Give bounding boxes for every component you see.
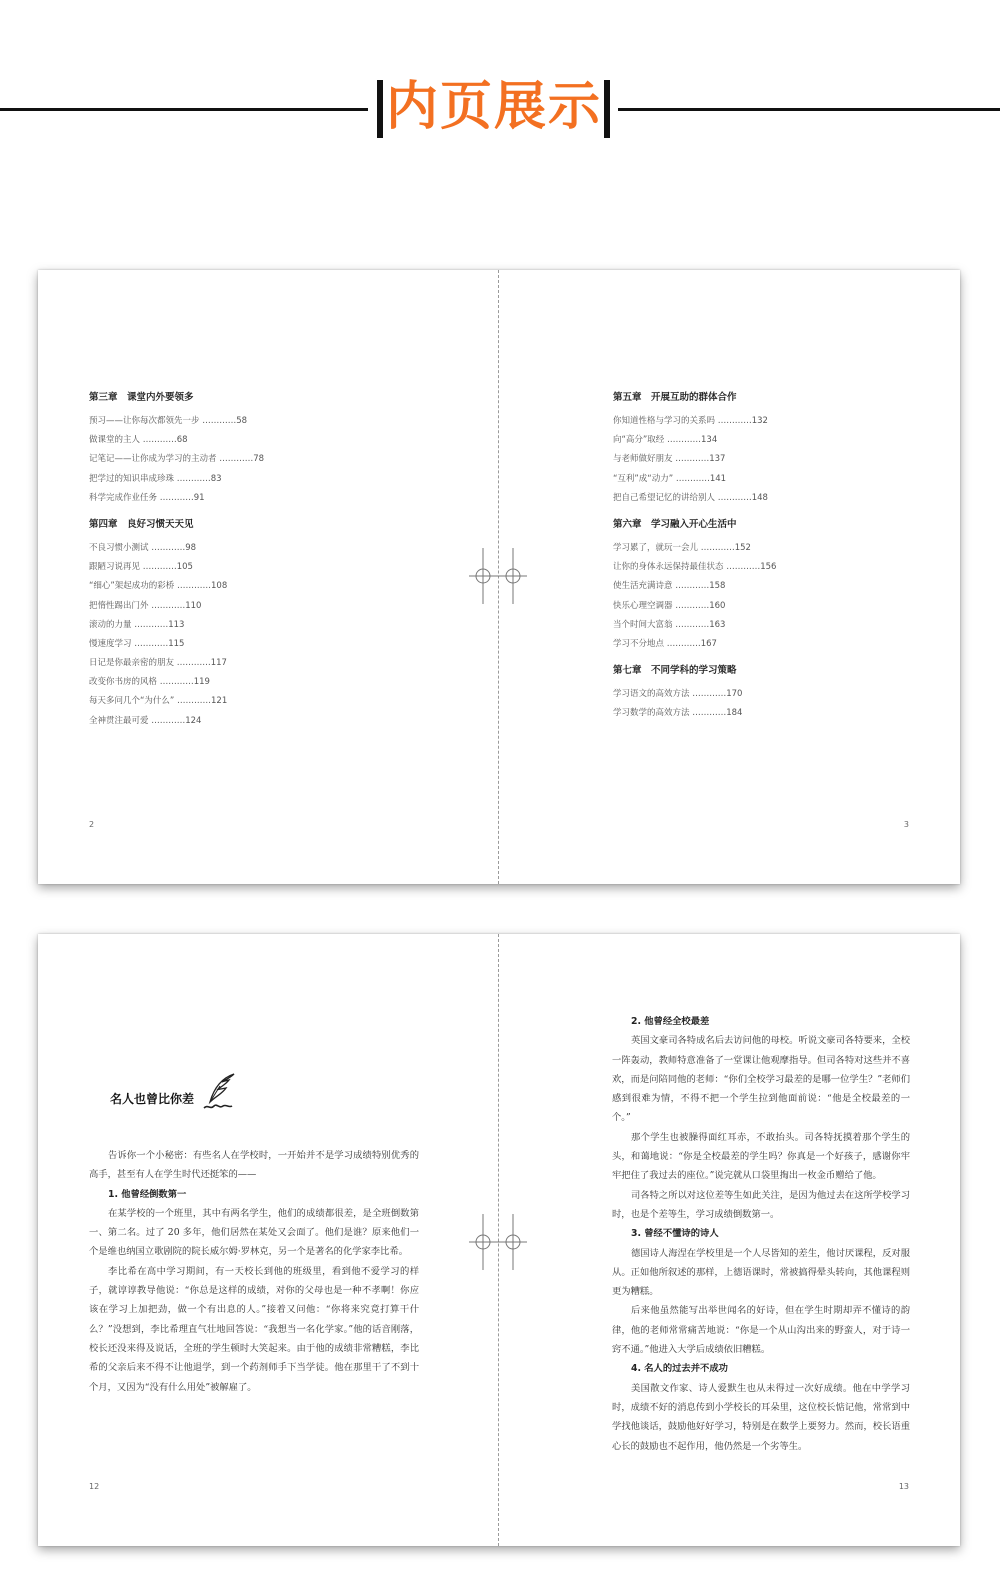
paragraph: 后来他虽然能写出举世闻名的好诗，但在学生时期却弄不懂诗的韵律，他的老师常常痛苦地说：“你是一个从山沟出来的野蛮人，对于诗一窍不通。”他进入大学后成绩依旧糟糕。 [612,1305,910,1356]
header-rule-right [618,108,1000,111]
table-of-contents [89,388,429,735]
toc-entry: 把学过的知识串成珍珠 …………83 [89,473,222,484]
chapter-heading: 第四章 良好习惯天天见 [89,518,194,530]
toc-entry: 日记是你最亲密的朋友 …………117 [89,658,227,669]
page-3 [499,270,960,884]
paragraph: 在某学校的一个班里，其中有两名学生，他们的成绩都很差，是全班倒数第一、第二名。过了 20 多年，他们居然在某处又会面了。他们是谁？原来他们一个是维也纳国立歌剧院的院长威尔姆·罗林克，另一个是著名的化学家李比希。 [89,1207,419,1258]
header-rule-left [0,108,368,111]
toc-entry: 做课堂的主人 …………68 [89,435,188,446]
page-number: 3 [903,820,909,829]
toc-entry: 不良习惯小测试 …………98 [89,542,197,553]
toc-entry: 改变你书房的风格 …………119 [89,677,210,688]
header-bar-right [604,80,610,138]
page-number: 2 [89,820,95,829]
spread-toc [38,270,960,884]
subheading: 1. 他曾经倒数第一 [108,1188,187,1200]
paragraph: 李比希在高中学习期间，有一天校长到他的班级里，看到他不爱学习的样子，就谆谆教导他说：“你总是这样的成绩，对你的父母也是一种不孝啊！你应该在学习上加把劲，做一个有出息的人。”接着又问他：“你将来究竟打算干什么？”没想到，李比希理直气壮地回答说：“我想当一名化学家。”他的话音刚落，校长还没来得及说话，全班的学生顿时大笑起来。由于他的成绩非常糟糕，李比希的父亲后来不得不让他退学，到一个药剂师手下当学徒。他在那里干了不到十个月，又因为“没有什么用处”被解雇了。 [89,1265,419,1393]
page-13 [499,934,960,1546]
paragraph: 告诉你一个小秘密：有些名人在学校时，一开始并不是学习成绩特别优秀的高手，甚至有人在学生时代还挺笨的—— [89,1150,419,1181]
page-12 [38,934,498,1546]
page-number: 12 [89,1482,100,1491]
chapter-heading: 第六章 学习融入开心生活中 [613,518,737,530]
toc-entry: 学习语文的高效方法 …………170 [613,689,743,700]
body-text [612,1012,910,1456]
subheading: 3. 曾经不懂诗的诗人 [631,1228,719,1240]
toc-list [613,412,953,508]
toc-entry: 学习数学的高效方法 …………184 [613,708,743,719]
toc-entry: 每天多问几个“为什么” …………121 [89,696,228,707]
toc-entry: 学习不分地点 …………167 [613,638,717,649]
toc-entry: 与老师做好朋友 …………137 [613,454,726,465]
quill-pen-icon [202,1072,238,1112]
toc-entry: 让你的身体永远保持最佳状态 …………156 [613,562,777,573]
paragraph: 那个学生也被臊得面红耳赤，不敢抬头。司各特抚摸着那个学生的头，和蔼地说：“你是全校最差的学生吗？你真是一个好孩子，感谢你牢牢把住了我过去的座位。”说完就从口袋里掏出一枚金币赠给了他。 [612,1131,910,1182]
spread-body [38,934,960,1546]
toc-list [89,412,429,508]
subheading: 2. 他曾经全校最差 [631,1016,710,1027]
toc-entry: 跟陋习说再见 …………105 [89,562,193,573]
toc-entry: 记笔记——让你成为学习的主动者 …………78 [89,454,265,465]
toc-list [89,539,429,731]
chapter-heading: 第七章 不同学科的学习策略 [613,665,737,677]
paragraph: 司各特之所以对这位差等生如此关注，是因为他过去在这所学校学习时，也是个差等生，学习成绩倒数第一。 [612,1189,910,1220]
toc-entry: 慢速度学习 …………115 [89,638,185,649]
chapter-heading: 第三章 课堂内外要领多 [89,392,194,403]
toc-entry: 当个时间大富翁 …………163 [613,619,726,630]
toc-entry: 预习——让你每次都领先一步 …………58 [89,416,248,426]
toc-entry: 把惰性踢出门外 …………110 [89,600,202,611]
toc-entry: 使生活充满诗意 …………158 [613,581,726,592]
toc-entry: 把自己希望记忆的讲给别人 …………148 [613,492,768,503]
paragraph: 德国诗人海涅在学校里是一个人尽皆知的差生，他讨厌课程，反对服从。正如他所叙述的那样，上德语课时，常被搞得晕头转向，其他课程则更为糟糕。 [612,1247,910,1298]
page-2 [38,270,498,884]
toc-list [613,539,953,654]
paragraph: 美国散文作家、诗人爱默生也从未得过一次好成绩。他在中学学习时，成绩不好的消息传到小学校长的耳朵里，这位校长惦记他，常常到中学找他谈话，鼓励他好好学习，特别是在数学上要努力。然而，校长语重心长的鼓励也不起作用，他仍然是一个劣等生。 [612,1382,910,1452]
page-title: 内页展示 [385,77,602,137]
page-number: 13 [898,1482,909,1491]
paragraph: 英国文豪司各特成名后去访问他的母校。听说文豪司各特要来，全校一阵轰动，教师特意准备了一堂课让他观摩指导。但司各特对这些并不喜欢，而是问陪同他的老师：“你们全校学习最差的是哪一位学生？”老师们感到很难为情，不得不把一个学生拉到他面前说：“他是全校最差的一个。” [612,1035,910,1124]
subheading: 4. 名人的过去并不成功 [631,1363,728,1375]
toc-entry: “互利”成“动力” …………141 [613,473,727,484]
toc-entry: 滚动的力量 …………113 [89,619,185,630]
toc-entry: 快乐心理空调器 …………160 [613,600,726,611]
toc-entry: 你知道性格与学习的关系吗 …………132 [613,416,768,426]
header-bar-left [377,80,383,138]
section-title: 名人也曾比你差 [110,1092,195,1106]
toc-entry: 向“高分”取经 …………134 [613,435,718,446]
toc-entry: 全神贯注最可爱 …………124 [89,715,202,726]
body-text [89,1146,419,1397]
chapter-heading: 第五章 开展互助的群体合作 [613,392,737,403]
table-of-contents [613,388,953,727]
toc-list [613,685,953,723]
toc-entry: “细心”架起成功的彩桥 …………108 [89,581,228,592]
toc-entry: 学习累了，就玩一会儿 …………152 [613,542,751,553]
toc-entry: 科学完成作业任务 …………91 [89,492,205,503]
